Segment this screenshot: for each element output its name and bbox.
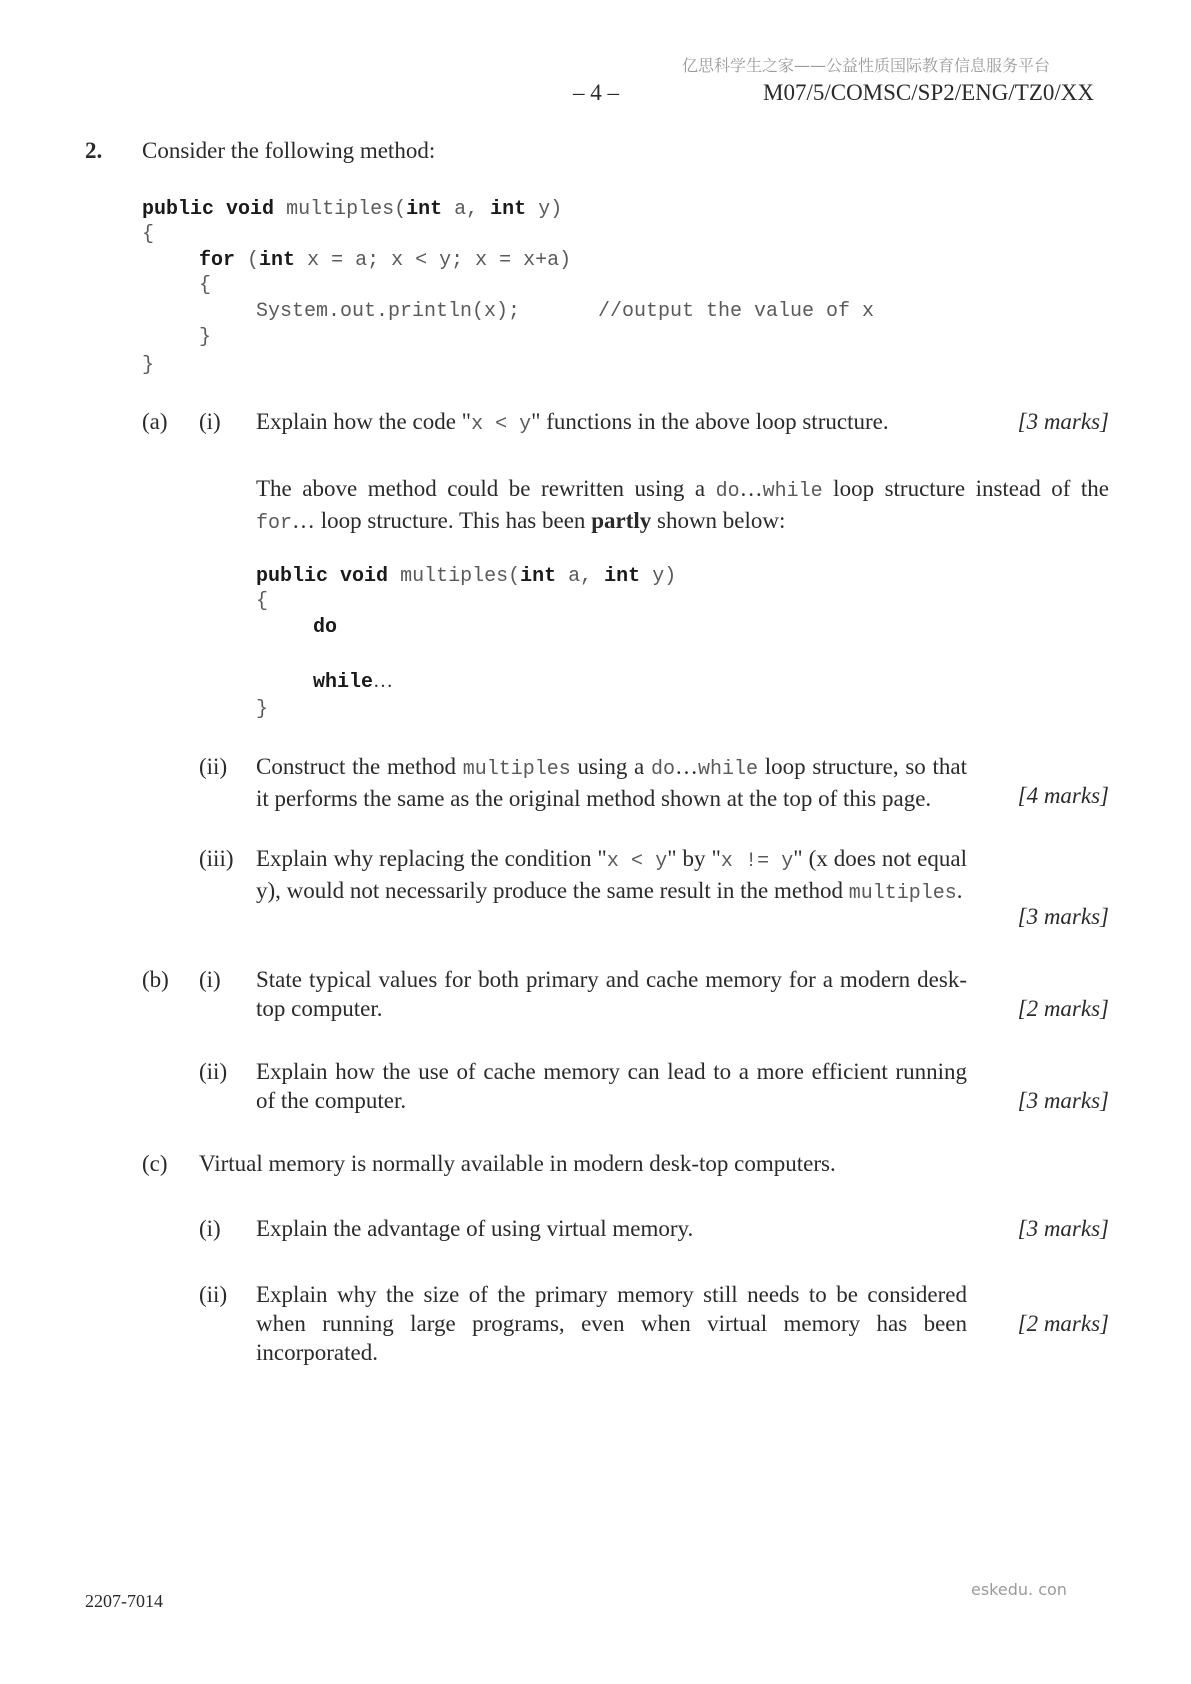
part-b-i-label: (i) (199, 967, 221, 992)
page-number: – 4 – (573, 80, 619, 105)
code-line-for-brace-open: { (199, 274, 212, 297)
part-b-i-marks: [2 marks] (1017, 996, 1109, 1021)
part-a-iii-label: (iii) (199, 846, 234, 871)
watermark-footer: eskedu. con (971, 1580, 1067, 1599)
part-b-i-text: State typical values for both primary and cache memory for a modern desk-top computer. (256, 967, 967, 1021)
part-b-ii-marks: [3 marks] (1017, 1088, 1109, 1113)
question-number: 2. (85, 138, 103, 163)
part-c-i-label: (i) (199, 1216, 221, 1241)
part-a-i-text: Explain how the code "x < y" functions in the above loop structure. (256, 409, 889, 436)
part-a-ii-label: (ii) (199, 754, 228, 779)
code-line-for: for (int x = a; x < y; x = x+a) (199, 249, 572, 272)
code2-line-do: do (313, 616, 338, 639)
part-c-label: (c) (142, 1151, 168, 1176)
part-c-intro: Virtual memory is normally available in modern desk-top computers. (199, 1151, 836, 1176)
part-c-i-text: Explain the advantage of using virtual memory. (256, 1216, 694, 1241)
code2-line-while: while… (313, 670, 394, 694)
part-b-ii-text: Explain how the use of cache memory can lead to a more efficient running of the computer. (256, 1059, 967, 1113)
part-b-ii-label: (ii) (199, 1059, 228, 1084)
doc-code: 2207-7014 (85, 1591, 163, 1611)
part-a-rewrite-text: The above method could be rewritten using a do…while loop structure instead of the for… loop structure. This has been partly shown below: (256, 476, 1109, 535)
part-a-i-marks: [3 marks] (1017, 409, 1109, 434)
part-c-ii-label: (ii) (199, 1282, 228, 1307)
part-c-i-marks: [3 marks] (1017, 1216, 1109, 1241)
part-c-ii-text: Explain why the size of the primary memory still needs to be considered when running large programs, even when virtual memory has been incorporated. (256, 1282, 967, 1365)
part-b-label: (b) (142, 967, 169, 992)
code-line-println: System.out.println(x); (256, 300, 521, 323)
code-line-brace-close: } (142, 354, 155, 377)
part-a-ii-marks: [4 marks] (1017, 783, 1109, 808)
part-c-ii-marks: [2 marks] (1017, 1311, 1109, 1336)
paper-code: M07/5/COMSC/SP2/ENG/TZ0/XX (763, 80, 1094, 105)
code2-line-brace-close: } (256, 698, 269, 721)
code-line-comment: //output the value of x (598, 300, 875, 323)
part-a-ii-text: Construct the method multiples using a do…while loop structure, so that it performs the same as the original method shown at the top of this page. (256, 754, 967, 811)
code-line-for-brace-close: } (199, 326, 212, 349)
watermark-header: 亿思科学生之家——公益性质国际教育信息服务平台 (682, 56, 1051, 75)
part-a-i-label: (i) (199, 409, 221, 434)
part-a-iii-text: Explain why replacing the condition "x < y" by "x != y" (x does not equal y), would not necessarily produce the same result in the method multiples. (256, 846, 967, 905)
code2-line-brace-open: { (256, 590, 269, 613)
question-intro: Consider the following method: (142, 138, 436, 163)
code-line-signature: public void multiples(int a, int y) (142, 198, 563, 221)
part-a-iii-marks: [3 marks] (1017, 904, 1109, 929)
code2-line-signature: public void multiples(int a, int y) (256, 565, 677, 588)
part-a-label: (a) (142, 409, 168, 434)
code-line-brace-open: { (142, 223, 155, 246)
